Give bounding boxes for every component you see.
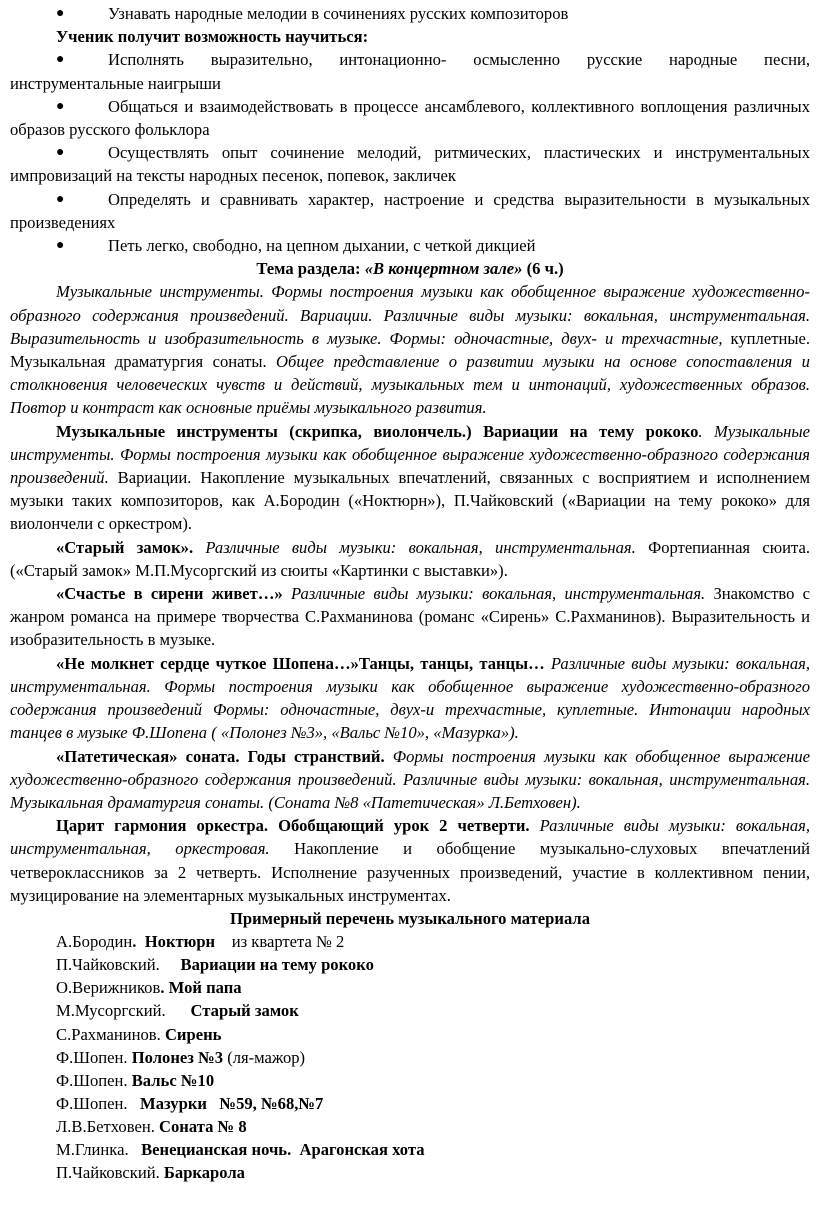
topic-title: «Старый замок». — [56, 537, 194, 557]
bullet-item — [10, 188, 810, 234]
topic-title: «Не молкнет сердце чуткое Шопена…»Танцы, танцы, танцы… — [56, 653, 545, 673]
material-work: Ноктюрн — [144, 932, 216, 952]
section-title — [10, 257, 810, 280]
topic-title: «Счастье в сирени живет…» — [56, 584, 283, 604]
section-title-suffix: (6 ч.) — [522, 259, 564, 279]
topic-italic-text: Различные виды музыки: вокальная, инструментальная. Формы построения музыки как обобщенное выражение художественно-образного содержания произведений Формы: одночастные, двух-и трехчастные, куплетные. Интонации народных танцев в музыке Ф.Шопена ( «Полонез №3», «Вальс №10», «Мазурка»). — [10, 653, 810, 743]
material-sep — [160, 955, 181, 974]
material-composer: Ф.Шопен. — [56, 1093, 128, 1113]
material-sep — [128, 1094, 140, 1113]
material-item — [10, 1092, 810, 1115]
opportunity-heading: Ученик получит возможность научиться: — [56, 27, 369, 47]
material-sep — [129, 1140, 141, 1159]
bullet-icon: ● — [56, 191, 65, 207]
material-sep — [166, 1001, 191, 1020]
material-list — [10, 930, 810, 1184]
material-item — [10, 1115, 810, 1138]
topic-paragraph — [10, 814, 810, 907]
bullet-icon: ● — [56, 98, 65, 114]
topic-italic-text: Различные виды музыки: вокальная, инструментальная. — [282, 584, 706, 604]
intro-part-1: Музыкальные инструменты. Формы построения музыки как обобщенное выражение художественно-образного содержания произведений. Вариации. Различные виды музыки: вокальная, инструментальная. Выразительность и изобразительность в музыке. Формы: одночастные, двух- и трехчастные, — [10, 282, 810, 348]
material-composer: М.Глинка. — [56, 1139, 129, 1159]
material-composer: М.Мусоргский. — [56, 1001, 166, 1021]
material-composer: Ф.Шопен. — [56, 1047, 128, 1067]
topic-italic-text: Различные виды музыки: вокальная, инструментальная, оркестровая. — [10, 816, 811, 859]
topic-title: Музыкальные инструменты (скрипка, виолончель.) Вариации на тему рококо — [56, 421, 699, 441]
section-intro — [10, 280, 810, 419]
material-work: Соната № 8 — [159, 1116, 247, 1136]
material-composer: С.Рахманинов. — [56, 1024, 161, 1044]
material-work: Мой папа — [168, 978, 242, 998]
topic-italic-text: Различные виды музыки: вокальная, инструментальная. — [193, 537, 636, 557]
topic-title: Царит гармония оркестра. Обобщающий урок 2 четверти. — [56, 816, 530, 836]
topic-italic-text: . Музыкальные инструменты. Формы построения музыки как обобщенное выражение художественно-образного содержания произведений. — [10, 421, 810, 488]
topic-title: «Патетическая» соната. Годы странствий. — [56, 746, 385, 766]
material-work: Баркарола — [163, 1163, 245, 1183]
topic-text: Накопление и обобщение музыкально-слуховых впечатлений четвероклассников за 2 четверть. Исполнение разученных произведений, участие в коллективном пении, музицирование на элементарных музыкальных инструментах. — [10, 839, 810, 905]
topic-text: Фортепианная сюита. («Старый замок» М.П.Мусоргский из сюиты «Картинки с выставки»). — [10, 537, 810, 580]
section-title-prefix: Тема раздела: — [256, 259, 365, 279]
topic-paragraph — [10, 652, 810, 745]
material-work: Вальс №10 — [131, 1070, 215, 1090]
material-work: Старый замок — [190, 1001, 299, 1021]
material-work: Венецианская ночь. Арагонская хота — [141, 1139, 425, 1159]
material-item — [10, 1138, 810, 1161]
topic-italic-text: Формы построения музыки как обобщенное выражение художественно-образного содержания произведений. Различные виды музыки: вокальная, инструментальная. Музыкальная драматургия сонаты. (Соната №8 «Патетическая» Л.Бетховен). — [10, 746, 810, 812]
material-item — [10, 1023, 810, 1046]
material-item — [10, 1069, 810, 1092]
material-composer: П.Чайковский. — [56, 955, 160, 975]
material-heading: Примерный перечень музыкального материала — [229, 908, 591, 928]
topic-paragraph — [10, 582, 810, 652]
topic-text: Знакомство с жанром романса на примере творчества С.Рахманинова (романс «Сирень» С.Рахманинов). Выразительность и изобразительность в музыке. — [10, 584, 810, 650]
material-composer: П.Чайковский. — [56, 1163, 160, 1183]
material-item — [10, 1046, 810, 1069]
material-composer: Л.В.Бетховен. — [56, 1116, 155, 1136]
material-item — [10, 999, 810, 1022]
topic-paragraph — [10, 420, 810, 536]
material-extra: из квартета № 2 — [215, 932, 345, 952]
material-work: Мазурки №59, №68,№7 — [140, 1093, 324, 1113]
bullet-icon: ● — [56, 52, 65, 68]
bullet-text: Петь легко, свободно, на цепном дыхании, с четкой дикцией — [108, 236, 536, 256]
material-sep: . — [160, 978, 169, 998]
material-item — [10, 953, 810, 976]
bullet-icon: ● — [56, 145, 65, 161]
material-sep: . — [132, 932, 145, 952]
intro-part-3: Общее представление о развитии музыки на основе сопоставления и столкновения человеческих чувств и действий, музыкальных тем и интонаций, художественных образов. Повтор и контраст как основные приёмы музыкального развития. — [10, 352, 810, 418]
intro-part-2: куплетные. Музыкальная драматургия сонаты. — [10, 328, 811, 372]
material-work: Полонез №3 — [131, 1047, 224, 1067]
bullet-icon: ● — [56, 238, 65, 254]
material-item — [10, 930, 810, 953]
material-composer: О.Верижников — [56, 978, 161, 998]
bullet-text: Общаться и взаимодействовать в процессе ансамблевого, коллективного воплощения различных образов русского фольклора — [10, 96, 810, 140]
section-title-name: «В концертном зале» — [364, 259, 523, 279]
material-item — [10, 1161, 810, 1184]
document-page — [10, 0, 810, 1184]
bullet-item — [10, 48, 810, 94]
topic-paragraph — [10, 536, 810, 582]
material-extra: (ля-мажор) — [223, 1047, 306, 1067]
material-work: Вариации на тему рококо — [180, 955, 374, 975]
bullet-text: Осуществлять опыт сочинение мелодий, ритмических, пластических и инструментальных импровизаций на тексты народных песенок, попевок, закличек — [10, 143, 810, 186]
bullet-text: Исполнять выразительно, интонационно- осмысленно русские народные песни, инструментальные наигрыши — [10, 50, 810, 93]
material-composer: Ф.Шопен. — [56, 1070, 128, 1090]
bullet-text: Узнавать народные мелодии в сочинениях русских композиторов — [108, 4, 569, 23]
bullet-text: Определять и сравнивать характер, настроение и средства выразительности в музыкальных произведениях — [10, 189, 810, 232]
bullet-item — [10, 2, 810, 25]
bullet-item — [10, 95, 810, 141]
bullet-item — [10, 141, 810, 187]
material-work: Сирень — [164, 1024, 222, 1044]
bullet-icon: ● — [56, 6, 65, 21]
material-composer: А.Бородин — [56, 932, 133, 952]
bullet-item — [10, 234, 810, 257]
material-item — [10, 976, 810, 999]
topic-text: Вариации. Накопление музыкальных впечатлений, связанных с восприятием и исполнением музыки таких композиторов, как А.Бородин («Ноктюрн»), П.Чайковский («Вариации на тему рококо» для виолончели с оркестром). — [10, 468, 810, 534]
topic-paragraph — [10, 745, 810, 815]
